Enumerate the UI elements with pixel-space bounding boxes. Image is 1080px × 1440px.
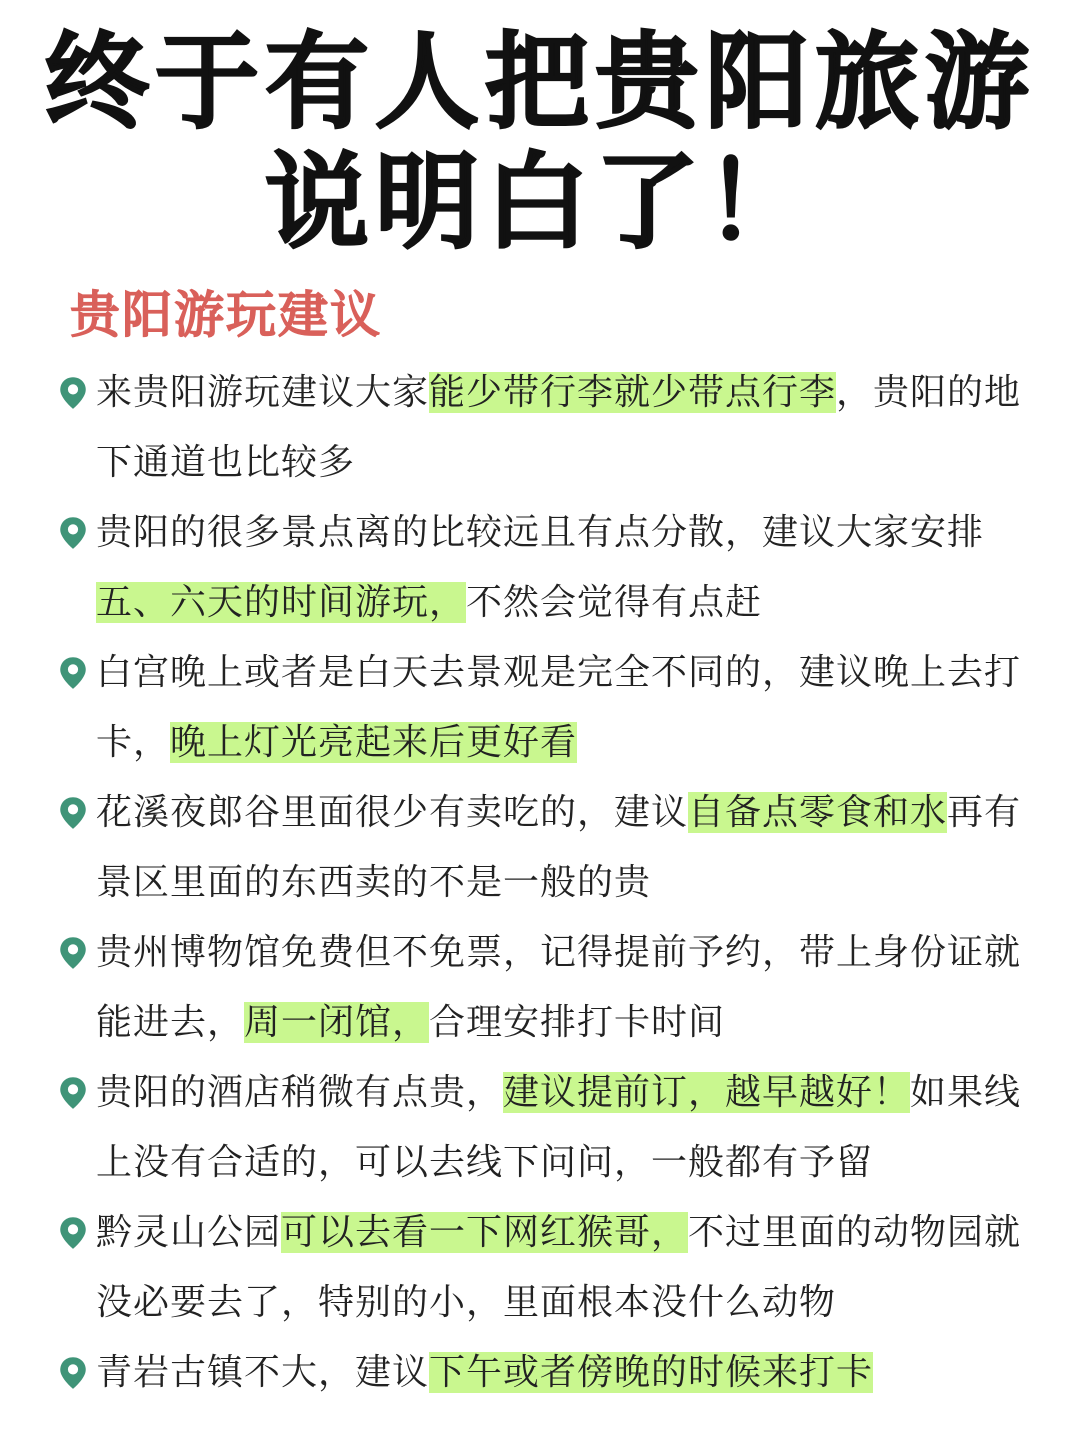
list-item bbox=[58, 1338, 1028, 1408]
tips-list bbox=[58, 358, 1028, 1408]
tip-text: 不过里面的动物园就没必要去了，特别的小，里面根本没什么动物 bbox=[96, 1212, 1022, 1323]
tip-highlight: 建议提前订，越早越好！ bbox=[503, 1072, 911, 1113]
list-item bbox=[58, 778, 1028, 918]
tip-text: 青岩古镇不大，建议 bbox=[96, 1352, 430, 1393]
map-pin-icon bbox=[58, 796, 88, 830]
tip-text: 不然会觉得有点赶 bbox=[466, 582, 763, 623]
page-title-line-2: 说明白了！ bbox=[264, 141, 815, 263]
list-item bbox=[58, 918, 1028, 1058]
list-item bbox=[58, 1198, 1028, 1338]
tip-text: 贵阳的很多景点离的比较远且有点分散，建议大家安排 bbox=[96, 512, 985, 553]
tip-highlight: 五、六天的时间游玩， bbox=[96, 582, 467, 623]
map-pin-icon bbox=[58, 376, 88, 410]
page-title-line-1: 终于有人把贵阳旅游 bbox=[44, 21, 1035, 143]
list-item bbox=[58, 638, 1028, 778]
tip-text: 来贵阳游玩建议大家 bbox=[96, 372, 430, 413]
tip-text: 如果线上没有合适的，可以去线下问问，一般都有予留 bbox=[96, 1072, 1022, 1183]
list-item bbox=[58, 1058, 1028, 1198]
tip-highlight: 自备点零食和水 bbox=[688, 792, 948, 833]
tip-highlight: 晚上灯光亮起来后更好看 bbox=[170, 722, 578, 763]
tip-text: 贵阳的酒店稍微有点贵， bbox=[96, 1072, 504, 1113]
map-pin-icon bbox=[58, 1076, 88, 1110]
map-pin-icon bbox=[58, 656, 88, 690]
map-pin-icon bbox=[58, 516, 88, 550]
list-item bbox=[58, 358, 1028, 498]
tip-text: 黔灵山公园 bbox=[96, 1212, 282, 1253]
map-pin-icon bbox=[58, 1216, 88, 1250]
tip-highlight: 周一闭馆， bbox=[244, 1002, 430, 1043]
tip-highlight: 能少带行李就少带点行李 bbox=[429, 372, 837, 413]
tip-text: ，贵阳的地下通道也比较多 bbox=[96, 372, 1022, 483]
tip-highlight: 下午或者傍晚的时候来打卡 bbox=[429, 1352, 874, 1393]
tip-text: 再有景区里面的东西卖的不是一般的贵 bbox=[96, 792, 1022, 903]
tip-text: 贵州博物馆免费但不免票，记得提前予约，带上身份证就能进去， bbox=[96, 932, 1022, 1043]
list-item bbox=[58, 498, 1028, 638]
section-heading: 贵阳游玩建议 bbox=[70, 286, 382, 344]
tip-text: 合理安排打卡时间 bbox=[429, 1002, 726, 1043]
tip-highlight: 可以去看一下网红猴哥， bbox=[281, 1212, 689, 1253]
tip-text: 花溪夜郎谷里面很少有卖吃的，建议 bbox=[96, 792, 689, 833]
tip-text: 白宫晚上或者是白天去景观是完全不同的，建议晚上去打卡， bbox=[96, 652, 1022, 763]
map-pin-icon bbox=[58, 1356, 88, 1390]
map-pin-icon bbox=[58, 936, 88, 970]
